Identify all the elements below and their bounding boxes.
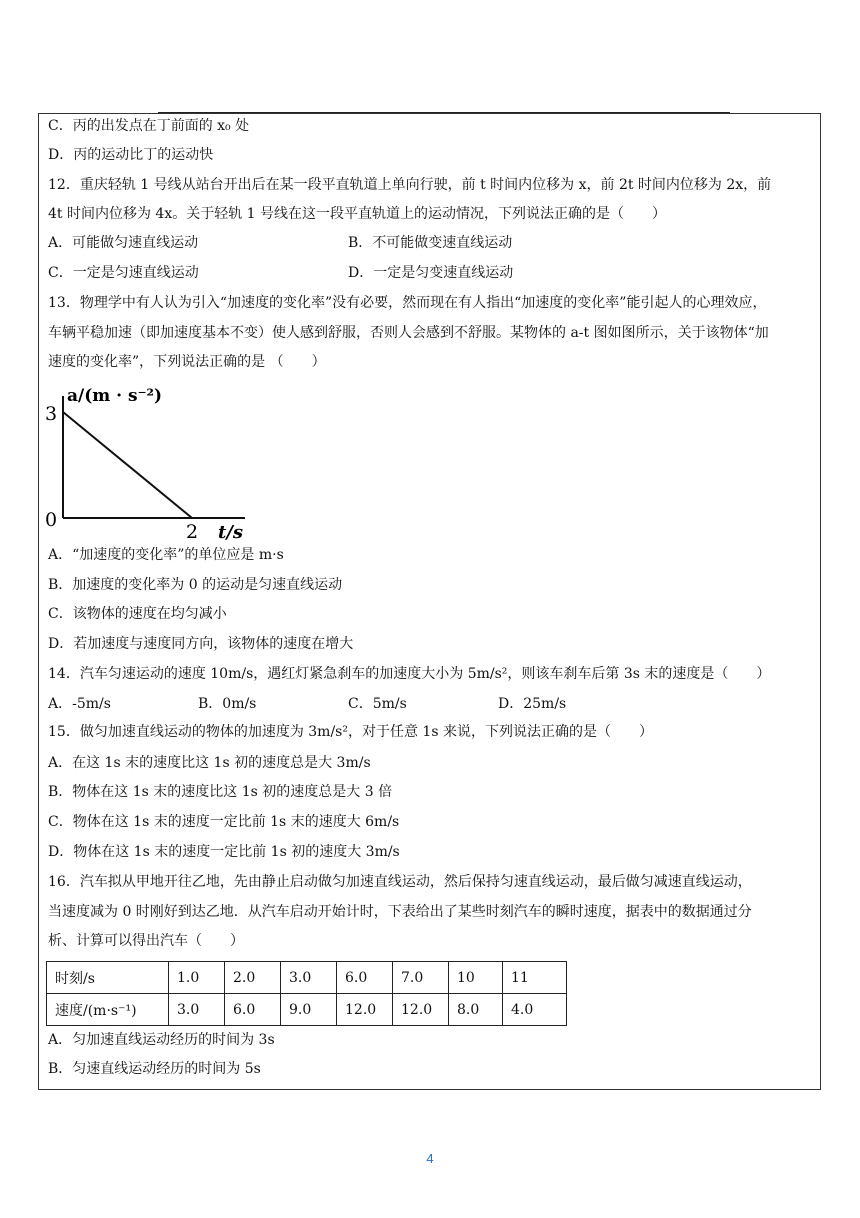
q12-option-b: B．不可能做变速直线运动	[348, 235, 513, 251]
page-number: 4	[426, 1151, 434, 1166]
q14-option-a: A．-5m/s	[48, 696, 111, 712]
q15-option-b: B．物体在这 1s 末的速度比这 1s 初的速度总是大 3 倍	[48, 784, 393, 800]
q14-stem: 14．汽车匀速运动的速度 10m/s，遇红灯紧急刹车的加速度大小为 5m/s²，则该车刹车后第 3s 末的速度是（ ）	[48, 666, 771, 682]
q13-option-d: D．若加速度与速度同方向，该物体的速度在增大	[48, 636, 354, 652]
q16-stem-3: 析、计算可以得出汽车（ ）	[48, 933, 244, 949]
q11-option-d: D．丙的运动比丁的运动快	[48, 147, 214, 163]
y-axis-label: a/(m · s⁻²)	[67, 386, 163, 406]
q15-option-a: A．在这 1s 末的速度比这 1s 初的速度总是大 3m/s	[48, 755, 371, 771]
table-cell: 6.0	[337, 962, 393, 994]
q15-option-c: C．物体在这 1s 末的速度一定比前 1s 末的速度大 6m/s	[48, 814, 400, 830]
q14-option-b: B．0m/s	[198, 696, 257, 712]
q12-option-d: D．一定是匀变速直线运动	[348, 265, 514, 281]
table-cell: 11	[503, 962, 567, 994]
q11-option-c: C．丙的出发点在丁前面的 x₀ 处	[48, 118, 250, 134]
a-t-graph	[40, 380, 260, 540]
table-row	[47, 962, 567, 994]
table-cell: 2.0	[225, 962, 281, 994]
q14-option-c: C．5m/s	[348, 696, 407, 712]
table-cell: 4.0	[503, 994, 567, 1026]
q12-stem-1: 12．重庆轻轨 1 号线从站台开出后在某一段平直轨道上单向行驶，前 t 时间内位移为 x，前 2t 时间内位移为 2x，前	[48, 177, 772, 193]
q12-option-c: C．一定是匀速直线运动	[48, 265, 199, 281]
table-cell: 7.0	[393, 962, 449, 994]
q13-option-a: A．“加速度的变化率”的单位应是 m·s	[48, 547, 284, 563]
table-cell: 速度/(m·s⁻¹)	[47, 994, 169, 1026]
q16-option-b: B．匀速直线运动经历的时间为 5s	[48, 1061, 261, 1077]
y-tick-label: 3	[45, 403, 58, 425]
q16-stem-2: 当速度减为 0 时刚好到达乙地．从汽车启动开始计时，下表给出了某些时刻汽车的瞬时速度，据表中的数据通过分	[48, 904, 752, 920]
table-row	[47, 994, 567, 1026]
q13-option-b: B．加速度的变化率为 0 的运动是匀速直线运动	[48, 577, 343, 593]
table-cell: 10	[449, 962, 503, 994]
table-cell: 1.0	[169, 962, 225, 994]
q16-option-a: A．匀加速直线运动经历的时间为 3s	[48, 1032, 275, 1048]
table-cell: 时刻/s	[47, 962, 169, 994]
graph-line	[63, 412, 192, 518]
table-cell: 6.0	[225, 994, 281, 1026]
q15-stem: 15．做匀加速直线运动的物体的加速度为 3m/s²，对于任意 1s 来说，下列说法正确的是（ ）	[48, 724, 653, 740]
time-velocity-table	[46, 961, 567, 1026]
q12-stem-2: 4t 时间内位移为 4x。关于轻轨 1 号线在这一段平直轨道上的运动情况，下列说法正确的是（ ）	[48, 206, 667, 222]
table-cell: 12.0	[393, 994, 449, 1026]
q14-option-d: D．25m/s	[498, 696, 567, 712]
x-axis-label: t/s	[218, 522, 244, 540]
q13-stem-3: 速度的变化率”，下列说法正确的是 （ ）	[48, 354, 326, 370]
table-cell: 12.0	[337, 994, 393, 1026]
x-tick-label: 2	[186, 521, 199, 540]
table-cell: 3.0	[281, 962, 337, 994]
q16-stem-1: 16．汽车拟从甲地开往乙地，先由静止启动做匀加速直线运动，然后保持匀速直线运动，最后做匀减速直线运动，	[48, 874, 752, 890]
table-cell: 3.0	[169, 994, 225, 1026]
table-cell: 9.0	[281, 994, 337, 1026]
q13-stem-1: 13．物理学中有人认为引入“加速度的变化率”没有必要，然而现在有人指出“加速度的变化率”能引起人的心理效应，	[48, 295, 767, 311]
q12-option-a: A．可能做匀速直线运动	[48, 235, 199, 251]
q13-option-c: C．该物体的速度在均匀减小	[48, 606, 227, 622]
table-cell: 8.0	[449, 994, 503, 1026]
origin-label: 0	[45, 509, 58, 531]
q15-option-d: D．物体在这 1s 末的速度一定比前 1s 初的速度大 3m/s	[48, 844, 400, 860]
q13-stem-2: 车辆平稳加速（即加速度基本不变）使人感到舒服，否则人会感到不舒服。某物体的 a-t 图如图所示，关于该物体“加	[48, 325, 769, 341]
